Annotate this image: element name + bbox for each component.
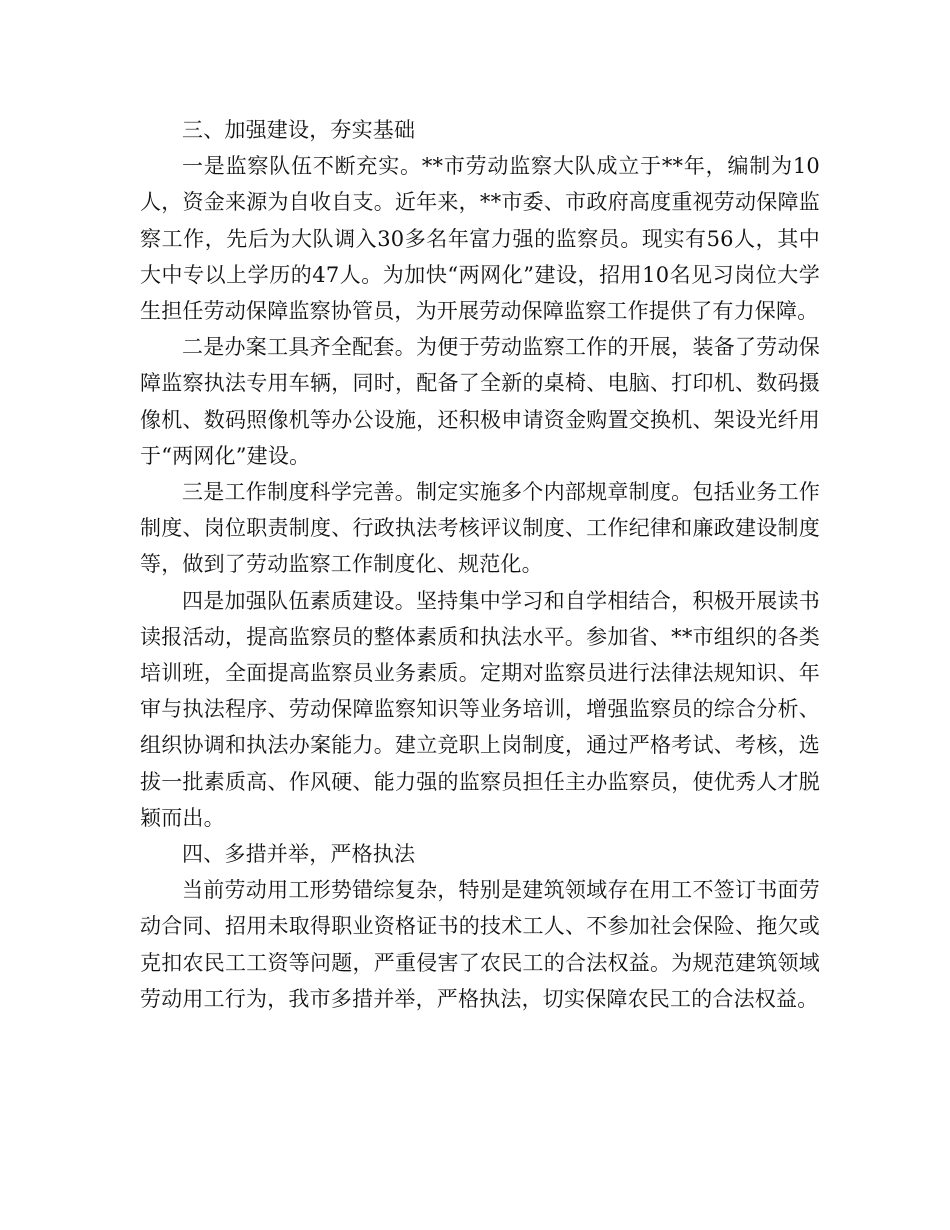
document-page — [140, 112, 820, 1017]
paragraph-quality: 四是加强队伍素质建设。坚持集中学习和自学相结合，积极开展读书读报活动，提高监察员的整体素质和执法水平。参加省、**市组织的各类培训班，全面提高监察员业务素质。定期对监察员进行法律法规知识、年审与执法程序、劳动保障监察知识等业务培训，增强监察员的综合分析、组织协调和执法办案能力。建立竞职上岗制度，通过严格考试、考核，选拔一批素质高、作风硬、能力强的监察员担任主办监察员，使优秀人才脱颖而出。 — [140, 588, 820, 830]
paragraph-staff: 一是监察队伍不断充实。**市劳动监察大队成立于**年，编制为10人，资金来源为自收自支。近年来，**市委、市政府高度重视劳动保障监察工作，先后为大队调入30多名年富力强的监察员。现实有56人，其中大中专以上学历的47人。为加快“两网化”建设，招用10名见习岗位大学生担任劳动保障监察协管员，为开展劳动保障监察工作提供了有力保障。 — [140, 154, 820, 324]
section-heading-4: 四、多措并举，严格执法 — [182, 842, 416, 867]
paragraph-enforcement: 当前劳动用工形势错综复杂，特别是建筑领域存在用工不签订书面劳动合同、招用未取得职业资格证书的技术工人、不参加社会保险、拖欠或克扣农民工工资等问题，严重侵害了农民工的合法权益。为规范建筑领域劳动用工行为，我市多措并举，严格执法，切实保障农民工的合法权益。 — [140, 878, 820, 1011]
paragraph-system: 三是工作制度科学完善。制定实施多个内部规章制度。包括业务工作制度、岗位职责制度、行政执法考核评议制度、工作纪律和廉政建设制度等，做到了劳动监察工作制度化、规范化。 — [140, 480, 820, 577]
paragraph-equipment: 二是办案工具齐全配套。为便于劳动监察工作的开展，装备了劳动保障监察执法专用车辆，同时，配备了全新的桌椅、电脑、打印机、数码摄像机、数码照像机等办公设施，还积极申请资金购置交换机、架设光纤用于“两网化”建设。 — [140, 335, 820, 468]
section-heading-3: 三、加强建设，夯实基础 — [182, 118, 416, 142]
